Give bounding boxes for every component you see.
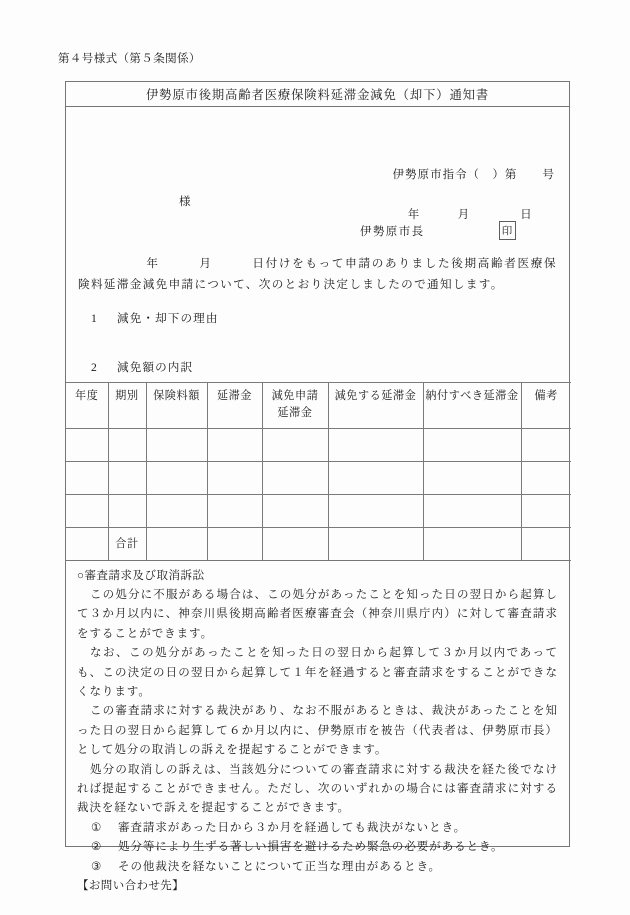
list-text-3: その他裁決を経ないことについて正当な理由があるとき。 bbox=[118, 860, 442, 873]
breakdown-table bbox=[66, 382, 571, 561]
cell-reduced-amount[interactable] bbox=[328, 462, 423, 495]
section-2-label: 減免額の内訳 bbox=[117, 361, 194, 374]
cell-payable-amount[interactable] bbox=[423, 462, 521, 495]
contact-info-label: 【お問い合わせ先】 bbox=[77, 880, 185, 893]
issuer-row bbox=[360, 221, 516, 240]
cell-premium-amount[interactable] bbox=[146, 429, 207, 462]
col-header-applied-reduction bbox=[262, 383, 328, 429]
cell-premium-amount[interactable] bbox=[146, 495, 207, 528]
col-header-premium-amount: 保険料額 bbox=[146, 383, 207, 429]
table-total-row bbox=[66, 528, 571, 561]
cell-remarks-total[interactable] bbox=[521, 528, 571, 561]
notice-frame bbox=[65, 81, 570, 893]
appeal-paragraph-2: なお、この処分があったことを知った日の翌日から起算して３か月以内であっても、この決定の日の翌日から起算して１年を経過すると審査請求をすることができなくなります。 bbox=[77, 647, 558, 699]
document-number-line: 伊勢原市指令（ ）第 号 bbox=[392, 169, 555, 181]
cell-fiscal-year[interactable] bbox=[66, 429, 108, 462]
cell-reduced-amount[interactable] bbox=[328, 495, 423, 528]
cell-remarks[interactable] bbox=[521, 429, 571, 462]
appeal-section-heading: ○審査請求及び取消訴訟 bbox=[77, 570, 205, 582]
cell-fiscal-year[interactable] bbox=[66, 528, 108, 561]
list-marker-3: ③ bbox=[91, 860, 103, 873]
list-item bbox=[77, 838, 558, 857]
table-body bbox=[66, 429, 571, 561]
section-1-heading bbox=[91, 310, 219, 326]
cell-installment[interactable] bbox=[108, 495, 146, 528]
cell-fiscal-year[interactable] bbox=[66, 495, 108, 528]
breakdown-table-wrap bbox=[66, 382, 569, 561]
cell-payable-amount-total[interactable] bbox=[423, 528, 521, 561]
cell-reduced-amount-total[interactable] bbox=[328, 528, 423, 561]
cell-applied-reduction[interactable] bbox=[262, 495, 328, 528]
col-header-payable-amount: 納付すべき延滞金 bbox=[423, 383, 521, 429]
col-header-delinquency-charge: 延滞金 bbox=[207, 383, 262, 429]
appeal-notice-section bbox=[66, 560, 569, 897]
col-header-applied-reduction-line1: 減免申請 bbox=[271, 390, 319, 402]
addressee-suffix: 様 bbox=[179, 196, 192, 208]
list-marker-1: ① bbox=[91, 821, 103, 834]
lead-paragraph bbox=[78, 254, 557, 295]
document-number-block bbox=[370, 145, 555, 265]
list-item bbox=[77, 819, 558, 838]
section-2-number: 2 bbox=[91, 361, 98, 374]
col-header-fiscal-year: 年度 bbox=[66, 383, 108, 429]
appeal-paragraph-1: この処分に不服がある場合は、この処分があったことを知った日の翌日から起算して３か月以内に、神奈川県後期高齢者医療審査会（神奈川県庁内）に対して審査請求をすることができます。 bbox=[77, 589, 558, 640]
cell-remarks[interactable] bbox=[521, 462, 571, 495]
col-header-applied-reduction-line2: 延滞金 bbox=[277, 407, 313, 419]
list-marker-2: ② bbox=[91, 841, 103, 854]
list-text-2: 処分等により生ずる著しい損害を避けるため緊急の必要があるとき。 bbox=[118, 841, 504, 854]
cell-remarks[interactable] bbox=[521, 495, 571, 528]
cell-delinquency-charge-total[interactable] bbox=[207, 528, 262, 561]
cell-payable-amount[interactable] bbox=[423, 495, 521, 528]
list-item bbox=[77, 858, 558, 877]
seal-stamp-box: 印 bbox=[499, 221, 516, 240]
cell-payable-amount[interactable] bbox=[423, 429, 521, 462]
cell-delinquency-charge[interactable] bbox=[207, 495, 262, 528]
section-1-label: 減免・却下の理由 bbox=[117, 312, 219, 325]
cell-applied-reduction[interactable] bbox=[262, 462, 328, 495]
col-header-installment: 期別 bbox=[108, 383, 146, 429]
appeal-exception-list bbox=[77, 819, 558, 877]
lead-paragraph-text: 年 月 日付けをもって申請のありました後期高齢者医療保険料延滞金減免申請について、次のとおり決定しましたので通知します。 bbox=[78, 257, 557, 291]
cell-installment[interactable] bbox=[108, 462, 146, 495]
cell-delinquency-charge[interactable] bbox=[207, 462, 262, 495]
cell-reduced-amount[interactable] bbox=[328, 429, 423, 462]
table-row bbox=[66, 495, 571, 528]
col-header-reduced-amount: 減免する延滞金 bbox=[328, 383, 423, 429]
table-header-row bbox=[66, 383, 571, 429]
table-row bbox=[66, 462, 571, 495]
table-row bbox=[66, 429, 571, 462]
appeal-paragraph-3: この審査請求に対する裁決があり、なお不服があるときは、裁決があったことを知った日の翌日から起算して６か月以内に、伊勢原市を被告（代表者は、伊勢原市長）として処分の取消しの訴えを提起することができます。 bbox=[77, 705, 558, 757]
list-text-1: 審査請求があった日から３か月を経過しても裁決がないとき。 bbox=[118, 821, 467, 834]
cell-delinquency-charge[interactable] bbox=[207, 429, 262, 462]
col-header-remarks: 備考 bbox=[521, 383, 571, 429]
page-title: 伊勢原市後期高齢者医療保険料延滞金減免（却下）通知書 bbox=[145, 88, 490, 102]
cell-premium-amount-total[interactable] bbox=[146, 528, 207, 561]
cell-applied-reduction-total[interactable] bbox=[262, 528, 328, 561]
total-label-cell: 合計 bbox=[108, 528, 146, 561]
form-number-label: 第４号様式（第５条関係） bbox=[58, 53, 201, 65]
cell-installment[interactable] bbox=[108, 429, 146, 462]
document-title-band bbox=[66, 82, 569, 107]
section-1-number: 1 bbox=[91, 312, 98, 325]
section-2-heading bbox=[91, 359, 193, 375]
issuer-name: 伊勢原市長 bbox=[360, 225, 425, 238]
cell-premium-amount[interactable] bbox=[146, 462, 207, 495]
cell-applied-reduction[interactable] bbox=[262, 429, 328, 462]
cell-fiscal-year[interactable] bbox=[66, 462, 108, 495]
issue-date-line: 年 月 日 bbox=[407, 209, 533, 221]
appeal-paragraph-4: 処分の取消しの訴えは、当該処分についての審査請求に対する裁決を経た後でなければ提起することができません。ただし、次のいずれかの場合には審査請求に対する裁決を経ないで訴えを提起することができます。 bbox=[77, 763, 558, 815]
